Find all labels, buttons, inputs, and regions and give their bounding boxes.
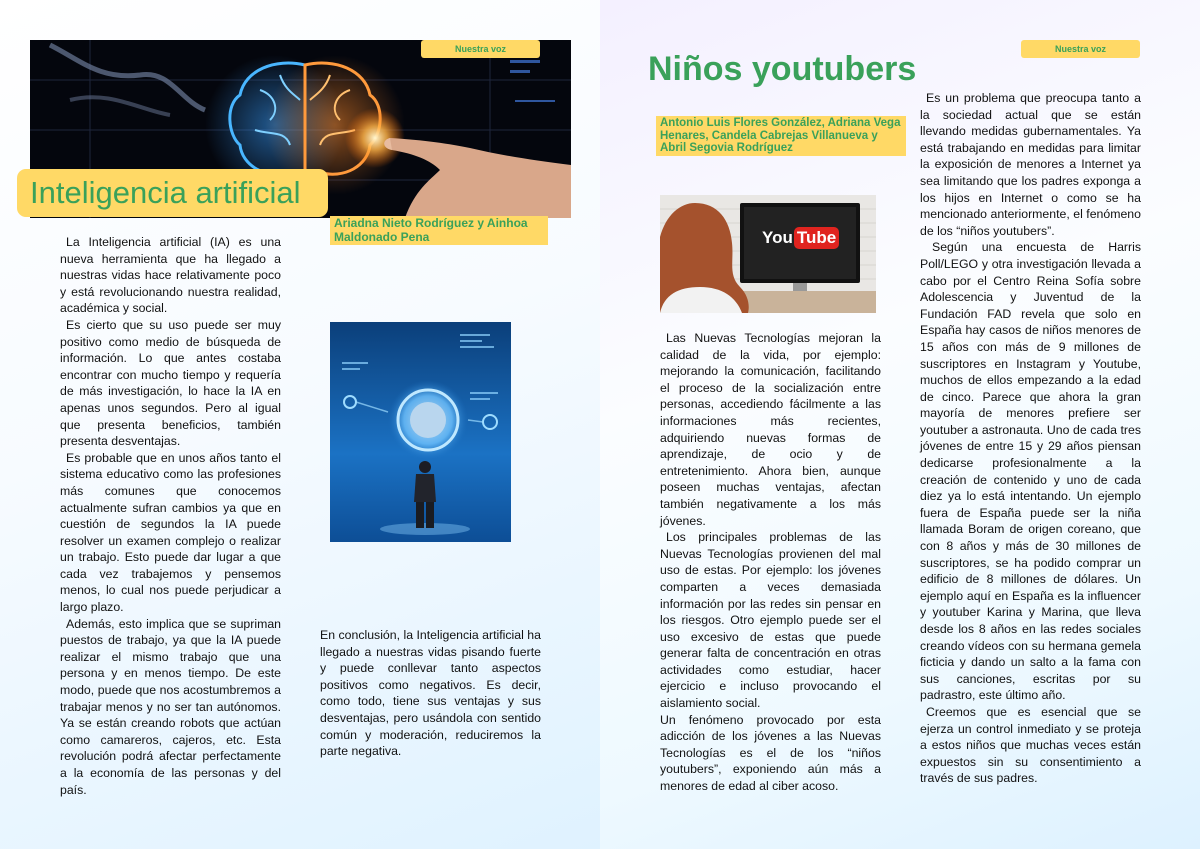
paragraph: En conclusión, la Inteligencia artificial ha llegado a nuestras vidas pisando fuerte y puede conllevar tanto aspectos positivos como negativos. Es decir, como todo, tiene sus ventajas y sus desventajas, pero usándola con sentido común y moderación, reduciremos la parte negativa. (320, 628, 541, 759)
article-title: Niños youtubers (648, 50, 917, 88)
paragraph: Es probable que en unos años tanto el sistema educativo como las profesiones más comunes que conocemos actualmente sufran cambios ya que en cuestión de segundos la IA puede resolver un examen complejo o realizar un trabajo. Esto puede dar lugar a que cada vez trabajemos y pensemos menos, lo cual nos puede perjudicar a largo plazo. (60, 450, 281, 615)
youtube-logo-tube: Tube (794, 227, 839, 249)
section-tag: Nuestra voz (1021, 40, 1140, 58)
article-body-column-1 (60, 234, 281, 798)
paragraph: Además, esto implica que se supriman puestos de trabajo, ya que la IA puede realizar el mismo trabajo que una persona y en menos tiempo. De este modo, puede que nos acostumbremos a trabajar menos y no ser tan autónomos. Ya se están creando robots que actúan como camareros, cajeros, etc. Esta revolución podrá afectar perfectamente a la economía de las personas y del país. (60, 616, 281, 797)
right-page (600, 0, 1200, 849)
paragraph: Es cierto que su uso puede ser muy positivo como medio de búsqueda de información. Lo que antes costaba encontrar con mucho tiempo y requería de más investigación, lo hace la IA en apenas unos segundos. Pero al igual que presenta beneficios, también presenta desventajas. (60, 317, 281, 449)
article-body-column-1 (660, 330, 881, 795)
article-conclusion (320, 627, 541, 760)
article-authors: Antonio Luis Flores González, Adriana Vega Henares, Candela Cabrejas Villanueva y Abril Segovia Rodríguez (656, 116, 906, 156)
ai-person-image (330, 322, 511, 542)
article-body-column-2 (920, 90, 1141, 787)
paragraph: Las Nuevas Tecnologías mejoran la calidad de la vida, por ejemplo: mejorando la comunicación, facilitando el proceso de la socialización entre personas, accediendo fácilmente a las informaciones más recientes, adquiriendo nuevas formas de aprendizaje, de ocio y de entretenimiento. Ahora bien, aunque poseen muchas ventajas, afectan también negativamente a los más jóvenes. (660, 331, 881, 528)
youtube-girl-image (660, 195, 876, 313)
youtube-logo (762, 227, 839, 249)
paragraph: Según una encuesta de Harris Poll/LEGO y otra investigación llevada a cabo por el Centro Reina Sofía sobre Adolescencia y Juventud de la Fundación FAD revela que solo en España hay casos de niños menores de 15 años con más de 9 millones de suscriptores en Instagram y Youtube, muchos de ellos empezando a la edad de cinco. Parece que ahora la gran mayoría de menores prefiere ser youtuber a astronauta. Uno de cada tres jóvenes de entre 15 y 29 años piensan dedicarse profesionalmente a la creación de contenido y uno de cada diez ya lo está intentando. Un ejemplo fuera de España puede ser la niña llamada Boram de origen coreano, que con 8 años y más de 30 millones de suscriptores, se ha podido comprar un edificio de 8 millones de dólares. Un ejemplo aquí en España es la influencer y youtuber Karina y Marina, que lleva desde los 8 años en las redes sociales creando vídeos con su hermana gemela ficticia y dando un salto a la fama con sus canciones, escritas por su padrastro, este último año. (920, 240, 1141, 703)
article-authors: Ariadna Nieto Rodríguez y Ainhoa Maldonado Pena (330, 216, 548, 245)
youtube-logo-you: You (762, 228, 793, 247)
paragraph: Los principales problemas de las Nuevas Tecnologías provienen del mal uso de estas. Por ejemplo: los jóvenes comparten a veces demasiada información por las redes sin pensar en los riesgos. Otro ejemplo puede ser el uso excesivo de estas que puede generar falta de concentración en otras actividades como estudiar, hacer ejercicio e incluso provocando el aislamiento social. (660, 530, 881, 711)
section-tag: Nuestra voz (421, 40, 540, 58)
paragraph: La Inteligencia artificial (IA) es una nueva herramienta que ha llegado a nuestras vidas hace relativamente poco y está revolucionando nuestra realidad, académica y social. (60, 235, 281, 316)
paragraph: Es un problema que preocupa tanto a la sociedad actual que se están llevando medidas gubernamentales. Ya está trabajando en medidas para limitar la exposición de menores a Internet ya sea limitando que los padres exponga a los hijos en Internet o como se ha mencionado anteriormente, el fenómeno de los “niños youtubers”. (920, 91, 1141, 238)
paragraph: Un fenómeno provocado por esta adicción de los jóvenes a las Nuevas Tecnologías es el de los “niños youtubers”, exponiendo aún más a menores de edad al ciber acoso. (660, 712, 881, 794)
article-title: Inteligencia artificial (17, 169, 328, 217)
paragraph: Creemos que es esencial que se ejerza un control inmediato y se proteja a estos niños que muchas veces están expuestos sin su consentimiento a través de sus padres. (920, 704, 1141, 786)
